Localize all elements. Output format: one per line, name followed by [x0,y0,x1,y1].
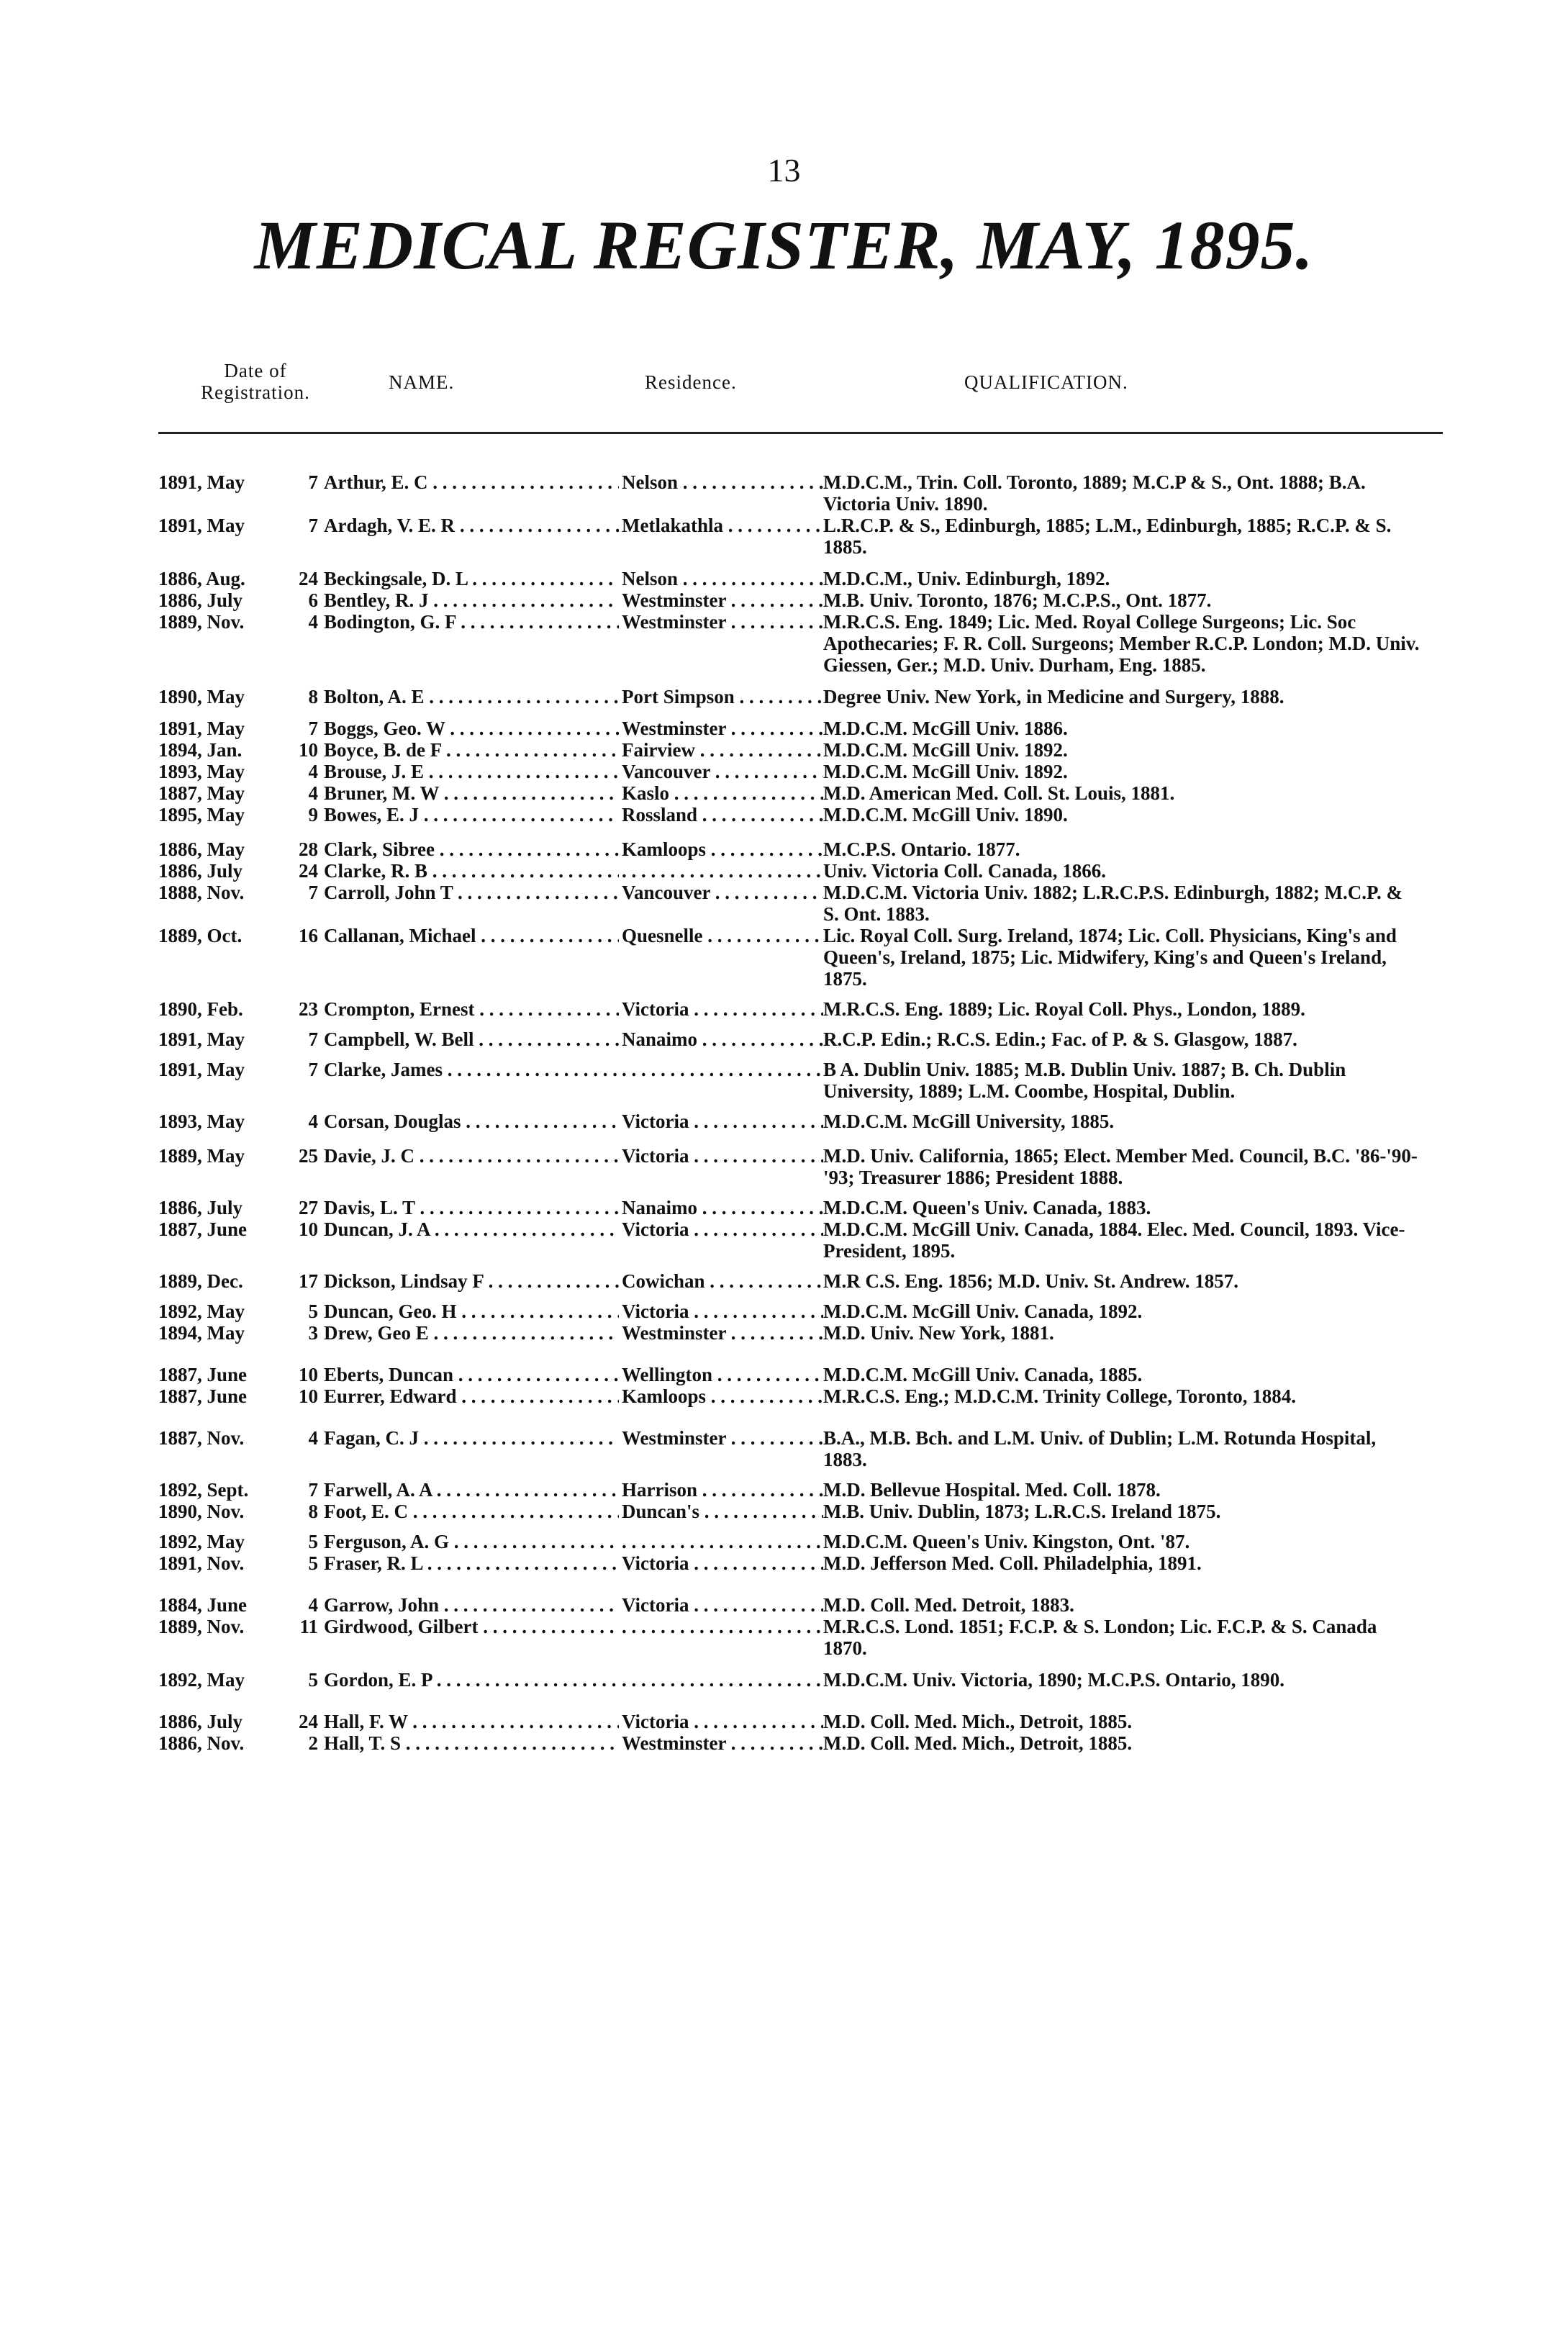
entry-qualification: L.R.C.P. & S., Edinburgh, 1885; L.M., Edinburgh, 1885; R.C.P. & S. 1885. [823,515,1392,558]
register-entry [0,1501,1568,1522]
register-entry [0,998,1568,1020]
entry-name: Garrow, John . . . [324,1594,619,1616]
entry-name: Bodington, G. F . . . [324,611,619,633]
entry-registration-day: 5 [308,1669,318,1691]
entry-registration-day: 7 [308,1059,318,1080]
entry-qualification: B.A., M.B. Bch. and L.M. Univ. of Dublin; L.M. Rotunda Hospital, 1883. [823,1427,1377,1470]
entry-name: Crompton, Ernest . . . [324,998,619,1020]
entry-registration-day: 10 [299,1218,318,1240]
entry-qualification: R.C.P. Edin.; R.C.S. Edin.; Fac. of P. & S. Glasgow, 1887. [823,1028,1297,1050]
entry-residence: Quesnelle . . . [622,925,823,946]
entry-registration-day: 10 [299,739,318,761]
entry-name: Boyce, B. de F . . . [324,739,619,761]
register-entry [0,882,1568,925]
register-entry [0,761,1568,782]
entry-registration-date: 1886, May [158,838,245,860]
register-entry [0,1197,1568,1218]
column-header-qualification: QUALIFICATION. [964,371,1128,393]
entry-residence: Victoria . . . [622,1711,823,1732]
entry-name: Davie, J. C . . . [324,1145,619,1167]
entry-registration-day: 6 [308,589,318,611]
entry-registration-date: 1886, July [158,589,243,611]
entry-name: Eurrer, Edward . . . [324,1385,619,1407]
entry-registration-date: 1894, Jan. [158,739,243,761]
entry-registration-day: 7 [308,471,318,493]
entry-registration-day: 4 [308,611,318,633]
entry-residence [622,1531,823,1552]
entry-registration-date: 1886, July [158,1711,243,1732]
entry-name: Beckingsale, D. L . . . [324,568,619,589]
entry-registration-date: 1891, May [158,1059,245,1080]
entry-registration-date: 1889, Oct. [158,925,243,946]
entry-registration-date: 1893, May [158,761,245,782]
entry-qualification: Degree Univ. New York, in Medicine and Surgery, 1888. [823,686,1284,707]
entry-name: Duncan, Geo. H . . . [324,1301,619,1322]
entry-residence: Victoria . . . [622,1552,823,1574]
entry-qualification: M.C.P.S. Ontario. 1877. [823,838,1020,860]
entry-name: Duncan, J. A . . . [324,1218,619,1240]
entry-residence: Westminster . . . [622,589,823,611]
entry-qualification: M.D.C.M. McGill Univ. 1892. [823,739,1068,761]
entry-qualification: M.D.C.M. Queen's Univ. Canada, 1883. [823,1197,1151,1218]
entry-qualification: M.R C.S. Eng. 1856; M.D. Univ. St. Andrew. 1857. [823,1270,1239,1292]
entry-residence [622,1059,823,1080]
entry-registration-day: 9 [308,804,318,826]
entry-name: Fraser, R. L . . . [324,1552,619,1574]
entry-registration-date: 1889, Nov. [158,1616,245,1637]
entry-residence: Kamloops . . . [622,838,823,860]
entry-residence: Victoria . . . [622,1111,823,1132]
entry-qualification: M.D.C.M. McGill Univ. 1886. [823,718,1068,739]
entry-residence: Victoria . . . [622,998,823,1020]
entry-registration-date: 1887, June [158,1218,248,1240]
entry-registration-day: 7 [308,1479,318,1501]
register-entry [0,1059,1568,1102]
register-entry [0,1479,1568,1501]
entry-registration-day: 24 [299,1711,318,1732]
entry-residence [622,1669,823,1691]
entry-registration-day: 4 [308,782,318,804]
entry-name: Gordon, E. P . . . [324,1669,619,1691]
entry-residence: Harrison . . . [622,1479,823,1501]
entry-registration-date: 1891, May [158,718,245,739]
entry-residence: Fairview . . . [622,739,823,761]
column-header-residence: Residence. [645,371,737,393]
entry-registration-day: 16 [299,925,318,946]
entry-qualification: M.D.C.M. McGill Univ. 1890. [823,804,1068,826]
register-entry [0,1427,1568,1470]
entry-name: Corsan, Douglas . . . [324,1111,619,1132]
entry-registration-day: 27 [299,1197,318,1218]
entry-registration-date: 1892, Sept. [158,1479,249,1501]
entry-registration-date: 1887, June [158,1385,248,1407]
entry-qualification: M.R.C.S. Eng. 1889; Lic. Royal Coll. Phys., London, 1889. [823,998,1305,1020]
register-entry [0,568,1568,589]
register-entry [0,1552,1568,1574]
entry-registration-day: 7 [308,515,318,536]
entry-registration-day: 5 [308,1301,318,1322]
register-entry [0,471,1568,515]
entry-residence: Westminster . . . [622,718,823,739]
register-entry [0,515,1568,558]
entry-registration-day: 4 [308,1111,318,1132]
entry-qualification: M.R.C.S. Lond. 1851; F.C.P. & S. London; Lic. F.C.P. & S. Canada 1870. [823,1616,1377,1659]
entry-registration-day: 2 [308,1732,318,1754]
entry-name: Clark, Sibree . . . [324,838,619,860]
entry-registration-date: 1886, Aug. [158,568,245,589]
register-entry [0,1669,1568,1691]
entry-qualification: M.D. Jefferson Med. Coll. Philadelphia, 1891. [823,1552,1202,1574]
entry-residence: Metlakathla . . . [622,515,823,536]
entry-qualification: M.D.C.M., Univ. Edinburgh, 1892. [823,568,1110,589]
entry-residence: Duncan's . . . [622,1501,823,1522]
entry-qualification: M.D.C.M. McGill University, 1885. [823,1111,1115,1132]
entry-qualification: M.D.C.M., Trin. Coll. Toronto, 1889; M.C.P & S., Ont. 1888; B.A. Victoria Univ. 1890. [823,471,1366,515]
register-entry [0,1270,1568,1292]
entry-residence: Cowichan . . . [622,1270,823,1292]
entry-registration-day: 4 [308,1594,318,1616]
register-entry [0,838,1568,860]
register-entry [0,1218,1568,1262]
entry-registration-date: 1889, May [158,1145,245,1167]
entry-registration-day: 7 [308,718,318,739]
entry-name: Boggs, Geo. W . . . [324,718,619,739]
entry-name: Drew, Geo E . . . [324,1322,619,1344]
register-entry [0,1711,1568,1732]
entry-qualification: M.D.C.M. Queen's Univ. Kingston, Ont. '87. [823,1531,1190,1552]
entry-residence: Rossland . . . [622,804,823,826]
entry-qualification: M.D. Coll. Med. Detroit, 1883. [823,1594,1074,1616]
entry-name: Farwell, A. A . . . [324,1479,619,1501]
register-entry [0,1594,1568,1616]
entry-name: Clarke, R. B . . . [324,860,619,882]
entry-name: Carroll, John T . . . [324,882,619,903]
entry-registration-day: 8 [308,686,318,707]
entry-qualification: M.D. Coll. Med. Mich., Detroit, 1885. [823,1732,1133,1754]
entry-name: Bolton, A. E . . . [324,686,619,707]
entry-residence: Vancouver . . . [622,882,823,903]
register-entry [0,1322,1568,1344]
entry-name: Campbell, W. Bell . . . [324,1028,619,1050]
column-header-date: Date of Registration. [201,360,310,403]
register-entry [0,1616,1568,1659]
entry-residence: Westminster . . . [622,611,823,633]
entry-residence: Westminster . . . [622,1427,823,1449]
entry-registration-date: 1886, July [158,860,243,882]
entry-name: Eberts, Duncan . . . [324,1364,619,1385]
entry-registration-day: 10 [299,1385,318,1407]
entry-registration-date: 1891, May [158,1028,245,1050]
entry-name: Davis, L. T . . . [324,1197,619,1218]
register-entry [0,860,1568,882]
entry-registration-day: 3 [308,1322,318,1344]
register-entries [0,471,1568,1754]
entry-registration-day: 23 [299,998,318,1020]
entry-residence: Victoria . . . [622,1594,823,1616]
entry-registration-date: 1887, Nov. [158,1427,245,1449]
entry-name: Callanan, Michael . . . [324,925,619,946]
entry-residence: Vancouver . . . [622,761,823,782]
entry-residence: Nelson . . . [622,568,823,589]
entry-residence [622,1616,823,1637]
register-entry [0,804,1568,826]
entry-name: Arthur, E. C . . . [324,471,619,493]
register-entry [0,1732,1568,1754]
entry-name: Fagan, C. J . . . [324,1427,619,1449]
page-title: MEDICAL REGISTER, MAY, 1895. [254,207,1314,284]
entry-name: Bowes, E. J . . . [324,804,619,826]
entry-residence: Nelson . . . [622,471,823,493]
entry-registration-date: 1892, May [158,1301,245,1322]
entry-registration-date: 1893, May [158,1111,245,1132]
entry-qualification: Univ. Victoria Coll. Canada, 1866. [823,860,1107,882]
entry-registration-date: 1884, June [158,1594,248,1616]
entry-qualification: B A. Dublin Univ. 1885; M.B. Dublin Univ. 1887; B. Ch. Dublin University, 1889; L.M. Coombe, Hospital, Dublin. [823,1059,1346,1102]
entry-registration-day: 25 [299,1145,318,1167]
entry-name: Hall, F. W . . . [324,1711,619,1732]
entry-registration-date: 1892, May [158,1669,245,1691]
entry-registration-day: 4 [308,761,318,782]
entry-residence: Nanaimo . . . [622,1028,823,1050]
entry-qualification: M.R.C.S. Eng.; M.D.C.M. Trinity College, Toronto, 1884. [823,1385,1297,1407]
register-entry [0,739,1568,761]
entry-registration-date: 1887, May [158,782,245,804]
entry-qualification: M.B. Univ. Dublin, 1873; L.R.C.S. Ireland 1875. [823,1501,1221,1522]
entry-registration-date: 1894, May [158,1322,245,1344]
entry-qualification: M.D. Bellevue Hospital. Med. Coll. 1878. [823,1479,1161,1501]
entry-residence: Westminster . . . [622,1322,823,1344]
entry-name: Foot, E. C . . . [324,1501,619,1522]
entry-qualification: M.D.C.M. McGill Univ. Canada, 1892. [823,1301,1143,1322]
entry-qualification: M.D. Univ. New York, 1881. [823,1322,1054,1344]
entry-name: Ardagh, V. E. R . . . [324,515,619,536]
entry-registration-day: 10 [299,1364,318,1385]
entry-registration-day: 7 [308,882,318,903]
entry-registration-day: 24 [299,568,318,589]
entry-registration-date: 1890, Nov. [158,1501,245,1522]
entry-registration-date: 1891, May [158,471,245,493]
entry-name: Bruner, M. W . . . [324,782,619,804]
entry-registration-day: 11 [299,1616,318,1637]
entry-registration-date: 1886, July [158,1197,243,1218]
entry-name: Brouse, J. E . . . [324,761,619,782]
entry-qualification: M.D. Univ. California, 1865; Elect. Member Med. Council, B.C. '86-'90-'93; Treasurer 1886; President 1888. [823,1145,1418,1188]
entry-registration-date: 1891, Nov. [158,1552,245,1574]
register-entry [0,1385,1568,1407]
entry-registration-date: 1888, Nov. [158,882,245,903]
register-entry [0,1531,1568,1552]
register-entry [0,1111,1568,1132]
entry-qualification: Lic. Royal Coll. Surg. Ireland, 1874; Lic. Coll. Physicians, King's and Queen's, Ireland, 1875; Lic. Midwifery, King's and Queen's Ireland, 1875. [823,925,1397,990]
entry-name: Dickson, Lindsay F . . . [324,1270,619,1292]
entry-registration-date: 1890, Feb. [158,998,243,1020]
entry-registration-date: 1886, Nov. [158,1732,245,1754]
header-rule [158,432,1443,434]
entry-qualification: M.D. American Med. Coll. St. Louis, 1881. [823,782,1175,804]
entry-name: Ferguson, A. G . . . [324,1531,619,1552]
entry-qualification: M.D.C.M. Victoria Univ. 1882; L.R.C.P.S. Edinburgh, 1882; M.C.P. & S. Ont. 1883. [823,882,1403,925]
entry-residence: Kaslo . . . [622,782,823,804]
entry-registration-day: 8 [308,1501,318,1522]
entry-registration-day: 5 [308,1552,318,1574]
entry-registration-day: 5 [308,1531,318,1552]
entry-qualification: M.D.C.M. Univ. Victoria, 1890; M.C.P.S. Ontario, 1890. [823,1669,1284,1691]
entry-qualification: M.B. Univ. Toronto, 1876; M.C.P.S., Ont. 1877. [823,589,1212,611]
entry-residence: Victoria . . . [622,1301,823,1322]
entry-registration-date: 1895, May [158,804,245,826]
column-header-name: NAME. [389,371,455,393]
entry-residence: Victoria . . . [622,1145,823,1167]
entry-registration-date: 1887, June [158,1364,248,1385]
entry-residence: Victoria . . . [622,1218,823,1240]
entry-qualification: M.R.C.S. Eng. 1849; Lic. Med. Royal College Surgeons; Lic. Soc Apothecaries; F. R. Coll. Surgeons; Member R.C.P. London; M.D. Univ. Giessen, Ger.; M.D. Univ. Durham, Eng. 1885. [823,611,1420,676]
entry-name: Bentley, R. J . . . [324,589,619,611]
entry-residence: Nanaimo . . . [622,1197,823,1218]
entry-registration-date: 1892, May [158,1531,245,1552]
entry-residence: Kamloops . . . [622,1385,823,1407]
register-entry [0,686,1568,707]
register-entry [0,1364,1568,1385]
entry-qualification: M.D.C.M. McGill Univ. Canada, 1884. Elec. Med. Council, 1893. Vice-President, 1895. [823,1218,1405,1262]
register-entry [0,925,1568,990]
entry-residence: Wellington . . . [622,1364,823,1385]
entry-name: Clarke, James . . . [324,1059,619,1080]
entry-residence: Westminster . . . [622,1732,823,1754]
entry-residence [622,860,823,882]
entry-registration-date: 1889, Dec. [158,1270,243,1292]
entry-registration-date: 1889, Nov. [158,611,245,633]
entry-qualification: M.D. Coll. Med. Mich., Detroit, 1885. [823,1711,1133,1732]
entry-name: Girdwood, Gilbert . . . [324,1616,619,1637]
entry-registration-date: 1890, May [158,686,245,707]
register-entry [0,782,1568,804]
register-entry [0,1028,1568,1050]
entry-registration-day: 4 [308,1427,318,1449]
page-number: 13 [767,152,801,189]
register-entry [0,1145,1568,1188]
entry-registration-day: 28 [299,838,318,860]
register-entry [0,589,1568,611]
register-entry [0,611,1568,676]
entry-name: Hall, T. S . . . [324,1732,619,1754]
entry-qualification: M.D.C.M. McGill Univ. Canada, 1885. [823,1364,1143,1385]
register-entry [0,1301,1568,1322]
entry-residence: Port Simpson . . . [622,686,823,707]
entry-registration-date: 1891, May [158,515,245,536]
entry-qualification: M.D.C.M. McGill Univ. 1892. [823,761,1068,782]
entry-registration-day: 7 [308,1028,318,1050]
entry-registration-day: 24 [299,860,318,882]
register-entry [0,718,1568,739]
entry-registration-day: 17 [299,1270,318,1292]
